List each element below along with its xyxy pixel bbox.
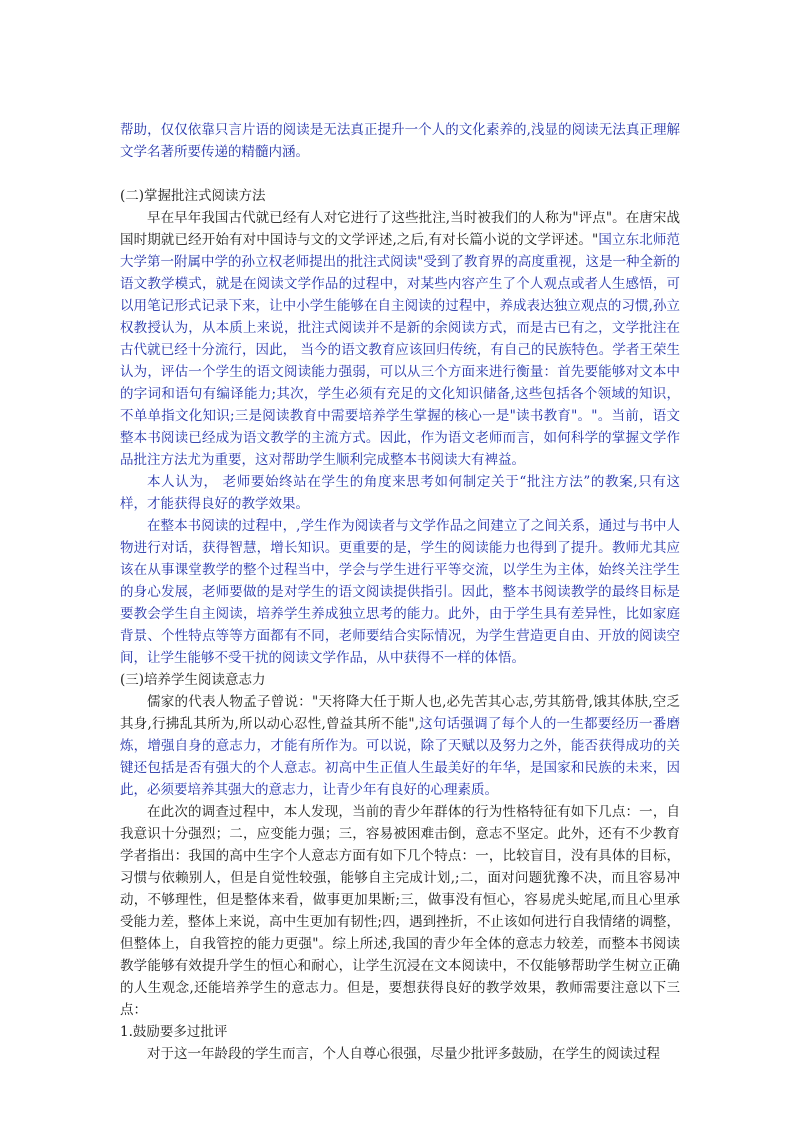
paragraph-annotation-history <box>120 207 680 471</box>
paragraph-mencius <box>120 691 680 801</box>
text-segment: 这句话强调了每个人的一生都要经历一番磨炼，增强自身的意志力，才能有所作为。可以说，除了天赋以及努力之外，能否获得成功的关键还包括是否有强大的个人意志。初高中生正值人生最美好的年华，是国家和民族的未来，因此，必须要培养其强大的意志力，让青少年有良好的心理素质。 <box>120 716 681 798</box>
text-segment: (二)掌握批注式阅读方法 <box>120 188 266 204</box>
text-segment: 国立东北师范大学第一附属中学的孙立权老师提出的批注式阅读"受到了教育界的高度重视，这是一种全新的语文教学模式，就是在阅读文学作品的过程中，对某些内容产生了个人观点或者人生感悟，可以用笔记形式记录下来，让中小学生能够在自主阅读的过程中，养成表达独立观点的习惯,孙立权教授认为，从本质上来说，批注式阅读并不是新的余阅读方式，而是古已有之，文学批注在古代就已经十分流行，因此， 当今的语文教育应该回归传统，有自己的民族特色。学者王荣生认为，评估一个学生的语文阅读能力强弱，可以从三个方面来进行衡量：首先要能够对文本中的字词和语句有编译能力;其次，学生必须有充足的文化知识储备,这些包括各个领域的知识，不单单指文化知识;三是阅读教育中需要培养学生掌握的核心一是"读书教育"。"。当前，语文整本书阅读已经成为语文教学的主流方式。因此，作为语文老师而言，如何科学的掌握文学作品批注方法尤为重要，这对帮助学生顺利完成整本书阅读大有裨益。 <box>120 232 681 468</box>
paragraph-whole-book-reading <box>120 515 680 669</box>
text-segment: (三)培养学生阅读意志力 <box>120 672 266 688</box>
paragraph-self-esteem <box>120 1043 680 1065</box>
section-heading-3 <box>120 669 680 691</box>
subheading-encourage <box>120 1021 680 1043</box>
text-segment: 帮助，仅仅依靠只言片语的阅读是无法真正提升一个人的文化素养的,浅显的阅读无法真正理解文学名著所要传递的精髓内涵。 <box>120 122 680 160</box>
text-segment: 对于这一年龄段的学生而言，个人自尊心很强，尽量少批评多鼓励，在学生的阅读过程 <box>147 1046 660 1062</box>
document-page <box>120 119 680 1065</box>
text-segment: 早在早年我国古代就已经有人对它进行了这些批注,当时被我们的人称为"评点"。在唐宋战国时期就已经开始有对中国诗与文的文学评述,之后,有对长篇小说的文学评述。" <box>120 210 680 248</box>
paragraph-author-view <box>120 471 680 515</box>
text-segment: 在整本书阅读的过程中，,学生作为阅读者与文学作品之间建立了之间关系，通过与书中人物进行对话，获得智慧，增长知识。更重要的是，学生的阅读能力也得到了提升。教师尤其应该在从事课堂教学的整个过程当中，学会与学生进行平等交流，以学生为主体，始终关注学生的身心发展，老师要做的是对学生的语文阅读提供指引。因此，整本书阅读教学的最终目标是要教会学生自主阅读，培养学生养成独立思考的能力。此外，由于学生具有差异性，比如家庭背景、个性特点等等方面都有不同，老师要结合实际情况，为学生营造更自由、开放的阅读空间，让学生能够不受干扰的阅读文学作品，从中获得不一样的体悟。 <box>120 518 680 666</box>
text-segment: 儒家的代表人物孟子曾说："天将降大任于斯人也,必先苦其心志,劳其筋骨,饿其体肤,空乏其身,行拂乱其所为,所以动心忍性,曾益其所不能", <box>120 694 680 732</box>
paragraph-intro <box>120 119 680 163</box>
paragraph-survey <box>120 801 680 1021</box>
text-segment: 1.鼓励要多过批评 <box>120 1024 228 1040</box>
text-segment: 本人认为， 老师要始终站在学生的角度来思考如何制定关于“批注方法”的教案,只有这样，才能获得良好的教学效果。 <box>120 474 680 512</box>
section-heading-2 <box>120 185 680 207</box>
text-segment: 在此次的调查过程中，本人发现，当前的青少年群体的行为性格特征有如下几点：一，自我意识十分强烈；二，应变能力强；三，容易被困难击倒，意志不坚定。此外，还有不少教育学者指出：我国的高中生字个人意志方面有如下几个特点：一，比较盲目，没有具体的目标，习惯与依赖别人，但是自觉性较强，能够自主完成计划,;二，面对问题犹豫不决，而且容易冲动，不够理性，但是整体来看，做事更加果断;三，做事没有恒心，容易虎头蛇尾,而且心里承受能力差，整体上来说，高中生更加有韧性;四，遇到挫折，不止该如何进行自我情绪的调整，但整体上，自我管控的能力更强"。综上所述,我国的青少年全体的意志力较差，而整本书阅读教学能够有效提升学生的恒心和耐心，让学生沉浸在文本阅读中，不仅能够帮助学生树立正确的人生观念,还能培养学生的意志力。但是，要想获得良好的教学效果，教师需要注意以下三点： <box>120 804 680 1018</box>
paragraph-gap <box>120 163 680 185</box>
